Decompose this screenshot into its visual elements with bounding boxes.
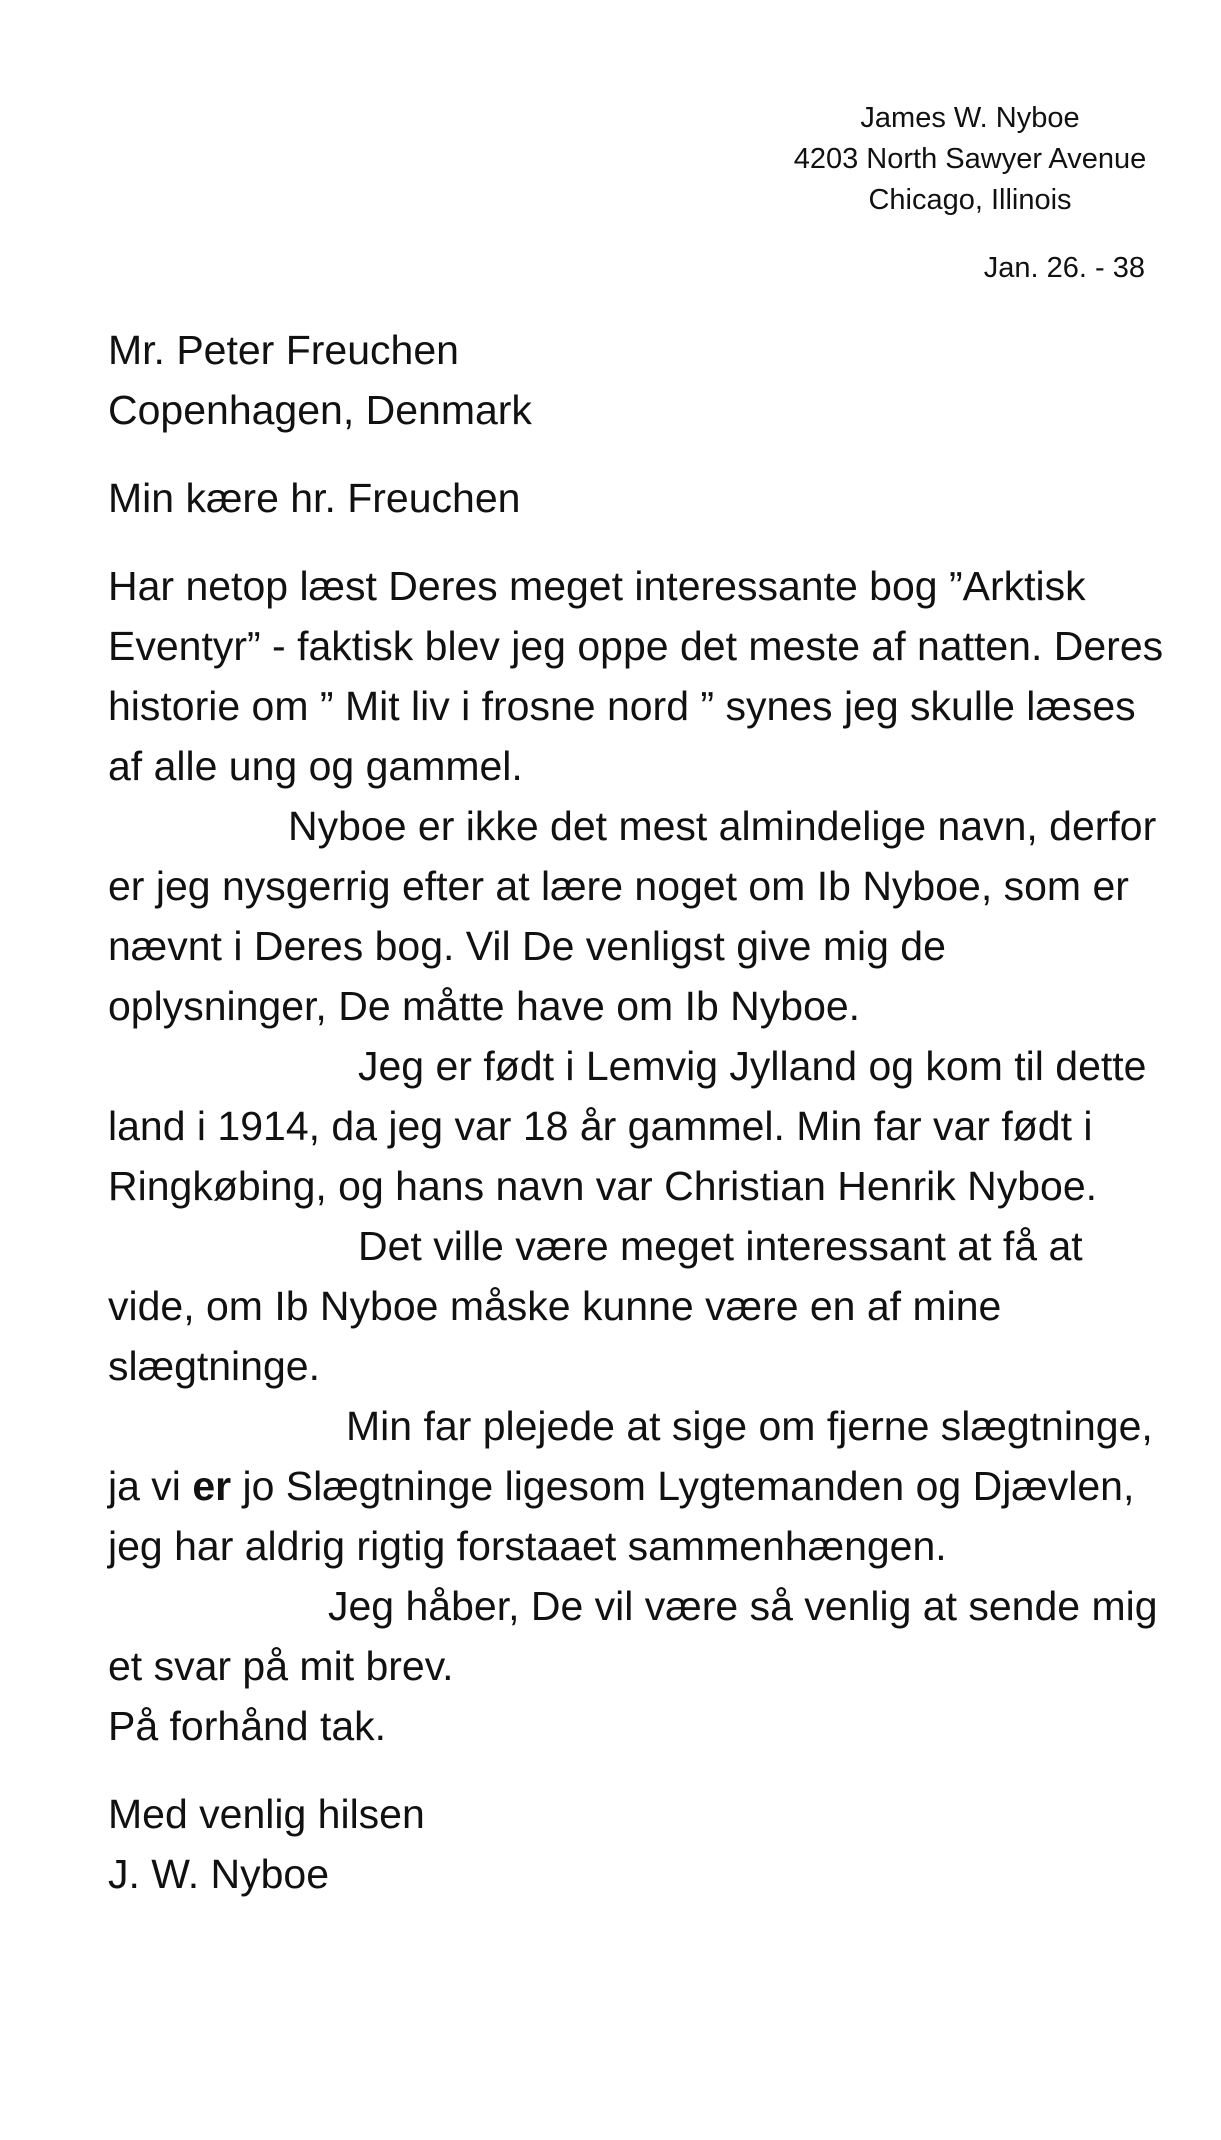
paragraph-5-start: Min far plejede at sige om fjerne slægtninge, ja vi (108, 1403, 1153, 1509)
signature: J. W. Nyboe (108, 1851, 330, 1897)
salutation: Min kære hr. Freuchen (108, 475, 521, 521)
paragraph-2: Nyboe er ikke det mest almindelige navn, derfor er jeg nysgerrig efter at lære noget om Ib Nyboe, som er nævnt i Deres bog. Vil De venligst give mig de oplysninger, De måtte have om Ib Nyboe. (108, 803, 1157, 1029)
paragraph-6: Jeg håber, De vil være så venlig at sende mig et svar på mit brev. (108, 1583, 1158, 1689)
closing-phrase: Med venlig hilsen (108, 1791, 425, 1837)
paragraph-5-end: jo Slægtninge ligesom Lygtemanden og Djævlen, jeg har aldrig rigtig forstaaet sammenhængen. (108, 1463, 1135, 1569)
sender-city: Chicago, Illinois (868, 184, 1072, 216)
paragraph-7: På forhånd tak. (108, 1703, 387, 1749)
sender-street: 4203 North Sawyer Avenue (793, 143, 1147, 175)
paragraph-1: Har netop læst Deres meget interessante bog ”Arktisk Eventyr” - faktisk blev jeg oppe det meste af natten. Deres historie om ” Mit liv i frosne nord ” synes jeg skulle læses af alle ung og gammel. (108, 563, 1164, 789)
sender-name: James W. Nyboe (860, 102, 1080, 134)
letter-closing (108, 1784, 1168, 1904)
paragraph-5-emphasis: er (192, 1463, 232, 1509)
recipient-city: Copenhagen, Denmark (108, 387, 532, 433)
letter-body (108, 320, 1168, 1904)
recipient-address (108, 320, 1168, 440)
paragraph-4: Det ville være meget interessant at få at vide, om Ib Nyboe måske kunne være en af mine slægtninge. (108, 1223, 1083, 1389)
paragraph-5 (108, 1396, 1168, 1576)
letter-date: Jan. 26. - 38 (983, 252, 1145, 284)
sender-address (760, 98, 1180, 221)
recipient-name: Mr. Peter Freuchen (108, 327, 459, 373)
paragraph-3: Jeg er født i Lemvig Jylland og kom til dette land i 1914, da jeg var 18 år gammel. Min far var født i Ringkøbing, og hans navn var Christian Henrik Nyboe. (108, 1043, 1147, 1209)
